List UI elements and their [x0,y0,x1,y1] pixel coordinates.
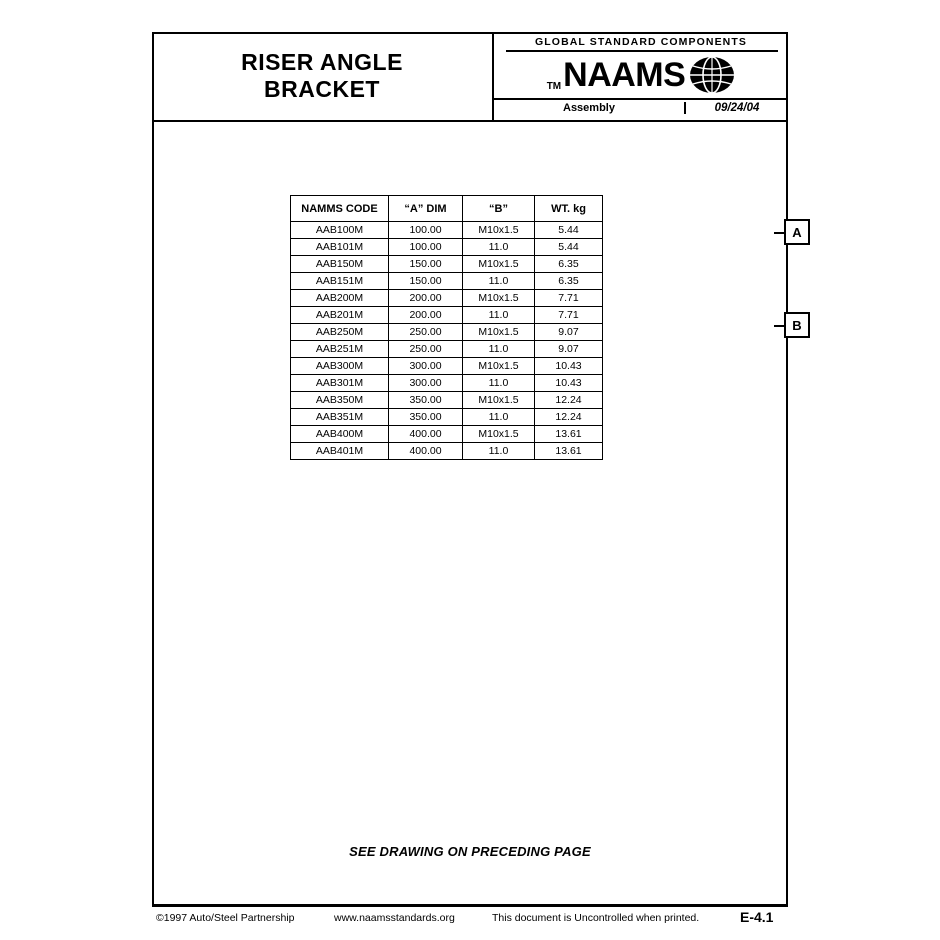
revision-tab-b [784,312,810,338]
part-title [152,32,492,120]
table-row [291,358,603,375]
table-row [291,307,603,324]
column-header-b: “B” [463,196,535,222]
cell-b: M10x1.5 [463,358,535,375]
cell-a-dim: 400.00 [389,426,463,443]
cell-code: AAB400M [291,426,389,443]
cell-code: AAB101M [291,239,389,256]
brand-row [494,52,788,98]
cell-b: M10x1.5 [463,324,535,341]
drawing-category: Assembly [563,102,615,114]
cell-b: 11.0 [463,341,535,358]
part-title-line-2: BRACKET [264,76,380,102]
drawing-frame [152,32,788,906]
cell-weight: 12.24 [535,409,603,426]
table-row [291,222,603,239]
cell-weight: 9.07 [535,341,603,358]
column-header-weight: WT. kg [535,196,603,222]
table-row [291,239,603,256]
cell-a-dim: 350.00 [389,392,463,409]
brand-name: NAAMS [563,56,686,94]
revision-tab-b-label: B [792,317,802,333]
cell-weight: 5.44 [535,222,603,239]
cell-weight: 6.35 [535,256,603,273]
cell-b: 11.0 [463,443,535,460]
cell-b: M10x1.5 [463,256,535,273]
title-block-footer [494,98,788,120]
footer-website-link[interactable]: www.naamsstandards.org [334,912,455,924]
cell-code: AAB151M [291,273,389,290]
footer-notice: This document is Uncontrolled when printed. [492,912,700,924]
revision-tab-a-leader [774,232,786,234]
table-row [291,409,603,426]
cell-code: AAB351M [291,409,389,426]
cell-a-dim: 200.00 [389,290,463,307]
part-title-line-1: RISER ANGLE [241,49,403,76]
cell-code: AAB150M [291,256,389,273]
specification-table [290,195,603,460]
cell-code: AAB251M [291,341,389,358]
revision-tab-a [784,219,810,245]
cell-weight: 10.43 [535,358,603,375]
cell-weight: 7.71 [535,307,603,324]
cell-code: AAB300M [291,358,389,375]
cell-a-dim: 100.00 [389,222,463,239]
footer-divider [152,906,788,907]
revision-tab-b-leader [774,325,786,327]
trademark-mark: TM [546,81,562,92]
table-row [291,443,603,460]
revision-tab-a-label: A [792,224,802,240]
cell-a-dim: 100.00 [389,239,463,256]
cell-b: 11.0 [463,375,535,392]
drawing-reference-note: SEE DRAWING ON PRECEDING PAGE [349,844,591,859]
cell-code: AAB301M [291,375,389,392]
cell-weight: 7.71 [535,290,603,307]
cell-a-dim: 150.00 [389,256,463,273]
brand-tagline: GLOBAL STANDARD COMPONENTS [535,36,747,48]
column-header-a-dim: “A” DIM [389,196,463,222]
cell-b: M10x1.5 [463,426,535,443]
cell-code: AAB200M [291,290,389,307]
cell-b: 11.0 [463,307,535,324]
cell-weight: 6.35 [535,273,603,290]
cell-a-dim: 300.00 [389,375,463,392]
cell-code: AAB100M [291,222,389,239]
table-row [291,426,603,443]
cell-a-dim: 250.00 [389,324,463,341]
cell-b: M10x1.5 [463,222,535,239]
table-row [291,341,603,358]
table-header-row [291,196,603,222]
footer-page-number: E-4.1 [740,909,774,925]
globe-icon [689,56,735,94]
cell-weight: 13.61 [535,443,603,460]
drawing-date: 09/24/04 [684,102,788,114]
table-row [291,256,603,273]
table-row [291,290,603,307]
cell-a-dim: 150.00 [389,273,463,290]
cell-code: AAB201M [291,307,389,324]
cell-b: M10x1.5 [463,392,535,409]
cell-b: 11.0 [463,273,535,290]
title-block [152,32,788,122]
cell-a-dim: 350.00 [389,409,463,426]
table-row [291,375,603,392]
cell-weight: 5.44 [535,239,603,256]
cell-code: AAB350M [291,392,389,409]
brand-block [492,32,786,120]
cell-weight: 10.43 [535,375,603,392]
cell-code: AAB250M [291,324,389,341]
column-header-code: NAMMS CODE [291,196,389,222]
cell-code: AAB401M [291,443,389,460]
drawing-sheet [152,32,788,906]
cell-weight: 12.24 [535,392,603,409]
footer-copyright: ©1997 Auto/Steel Partnership [156,912,295,924]
cell-weight: 13.61 [535,426,603,443]
cell-weight: 9.07 [535,324,603,341]
cell-a-dim: 300.00 [389,358,463,375]
cell-a-dim: 200.00 [389,307,463,324]
table-row [291,392,603,409]
page-footer [152,906,788,930]
table-row [291,273,603,290]
cell-b: 11.0 [463,239,535,256]
cell-b: 11.0 [463,409,535,426]
cell-a-dim: 400.00 [389,443,463,460]
cell-a-dim: 250.00 [389,341,463,358]
cell-b: M10x1.5 [463,290,535,307]
table-row [291,324,603,341]
